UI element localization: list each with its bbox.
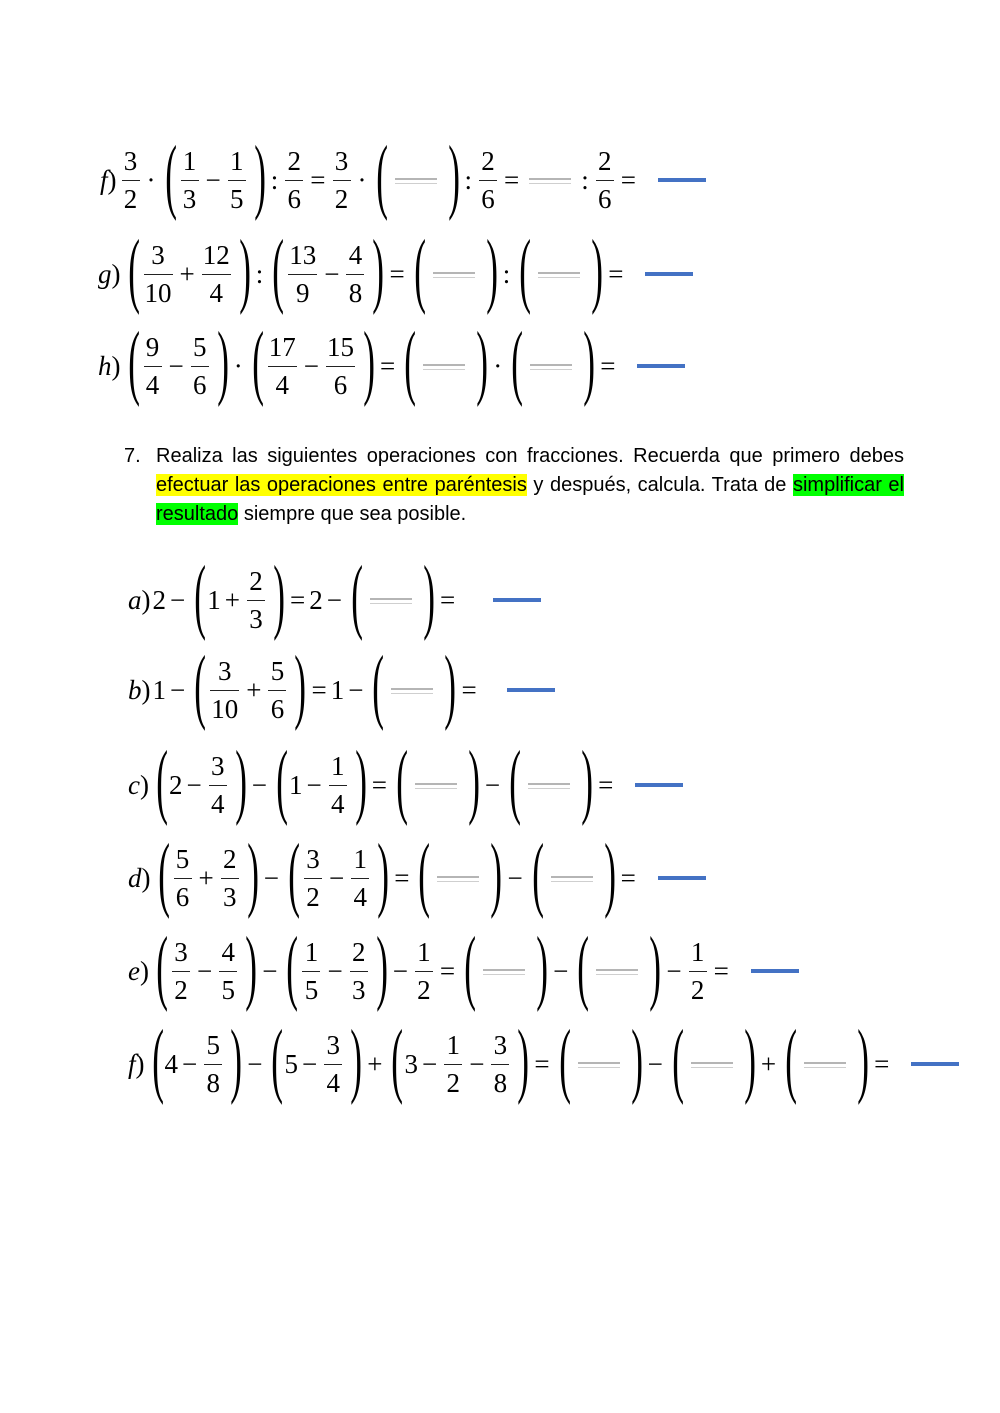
blank-fraction[interactable] [538,272,580,274]
blank-fraction[interactable] [395,178,437,180]
fraction: $\frac{2}{3}$ [350,939,368,1004]
equation-7e: e) ( $\frac{3}{2}$ − $\frac{4}{5}$ ) − ( $\frac{1}{5}$ − $\frac{2}{3}$ ) − $\frac{1}{2}$ = ( ) − ( ) − $\frac{1}{2}$ = [128,929,799,1013]
fraction: $\frac{1}{2}$ [415,939,433,1004]
fraction: $\frac{3}{10}$ [211,655,239,724]
fraction: $\frac{1}{4}$ [329,753,347,818]
blank-fraction[interactable] [596,969,638,971]
fraction: $\frac{1}{5}$ [302,939,320,1004]
blank-fraction[interactable] [391,688,433,690]
fraction: $\frac{15}{6}$ [326,331,354,400]
highlight-simplify: simplificar el resultado [156,474,904,525]
fraction: $\frac{1}{5}$ [228,148,246,213]
answer-blank[interactable] [658,876,706,880]
answer-blank[interactable] [637,364,685,368]
fraction: $\frac{3}{4}$ [209,753,227,818]
fraction: $\frac{2}{3}$ [247,568,265,633]
fraction: $\frac{3}{10}$ [144,239,172,308]
fraction: $\frac{3}{2}$ [122,148,140,213]
fraction: $\frac{3}{2}$ [304,846,322,911]
fraction: $\frac{2}{6}$ [479,148,497,213]
item-label-f: f) [128,1048,145,1079]
fraction: $\frac{1}{3}$ [181,148,199,213]
answer-blank[interactable] [507,688,555,692]
fraction: $\frac{1}{2}$ [444,1032,462,1097]
fraction: $\frac{2}{6}$ [596,148,614,213]
blank-fraction[interactable] [578,1062,620,1064]
blank-fraction[interactable] [437,876,479,878]
blank-fraction[interactable] [433,272,475,274]
blank-fraction[interactable] [529,178,571,180]
fraction: $\frac{1}{4}$ [351,846,369,911]
item-label-e: e) [128,955,149,986]
item-label-a: a) [128,584,151,615]
fraction: $\frac{2}{3}$ [221,846,239,911]
item-label-f: f) [100,164,117,195]
blank-fraction[interactable] [423,364,465,366]
fraction: $\frac{4}{5}$ [219,939,237,1004]
fraction: $\frac{4}{8}$ [346,242,364,307]
equation-7b: b) 1 − ( $\frac{3}{10}$ + $\frac{5}{6}$ ) = 1 − ( ) = [128,648,555,732]
item-label-b: b) [128,674,151,705]
blank-fraction[interactable] [528,783,570,785]
blank-fraction[interactable] [804,1062,846,1064]
fraction: $\frac{12}{4}$ [202,239,230,308]
equation-7c: c) ( 2 − $\frac{3}{4}$ ) − ( 1 − $\frac{1}{4}$ ) = ( ) − ( ) = [128,743,683,827]
blank-fraction[interactable] [691,1062,733,1064]
fraction: $\frac{3}{8}$ [491,1032,509,1097]
exercise-7-instructions [124,442,904,529]
answer-blank[interactable] [751,969,799,973]
answer-blank[interactable] [658,178,706,182]
item-label-d: d) [128,862,151,893]
blank-fraction[interactable] [551,876,593,878]
answer-blank[interactable] [493,598,541,602]
item-label-h: h) [98,350,121,381]
equation-7f: f) ( 4 − $\frac{5}{8}$ ) − ( 5 − $\frac{3}{4}$ ) + ( 3 − $\frac{1}{2}$ − $\frac{3}{8}$ ) = ( ) − ( ) + ( ) = [128,1022,959,1106]
exercise-number: 7. [124,445,141,467]
fraction: $\frac{5}{6}$ [191,334,209,399]
answer-blank[interactable] [635,783,683,787]
fraction: $\frac{5}{6}$ [268,658,286,723]
fraction: $\frac{5}{8}$ [204,1032,222,1097]
equation-7a: a) 2 − ( 1 + $\frac{2}{3}$ ) = 2 − ( ) = [128,558,541,642]
fraction: $\frac{5}{6}$ [174,846,192,911]
fraction: $\frac{2}{6}$ [285,148,303,213]
blank-fraction[interactable] [530,364,572,366]
blank-fraction[interactable] [415,783,457,785]
answer-blank[interactable] [911,1062,959,1066]
instruction-text: Realiza las siguientes operaciones con fracciones. Recuerda que primero debes efectuar las operaciones entre paréntesis y después, calcula. Trata de simplificar el resultado siempre que sea posible. [156,445,904,525]
equation-prev-f: f) $\frac{3}{2}$ · ( $\frac{1}{3}$ − $\frac{1}{5}$ ) : $\frac{2}{6}$ = $\frac{3}{2}$ · ( ) : $\frac{2}{6}$ = : $\frac{2}{6}$ = [100,138,706,222]
item-label-g: g) [98,258,121,289]
equation-prev-g: g) ( $\frac{3}{10}$ + $\frac{12}{4}$ ) : ( $\frac{13}{9}$ − $\frac{4}{8}$ ) = ( ) : ( ) = [98,232,693,316]
blank-fraction[interactable] [483,969,525,971]
fraction: $\frac{3}{4}$ [324,1032,342,1097]
fraction: $\frac{3}{2}$ [172,939,190,1004]
fraction: $\frac{9}{4}$ [144,334,162,399]
equation-7d: d) ( $\frac{5}{6}$ + $\frac{2}{3}$ ) − ( $\frac{3}{2}$ − $\frac{1}{4}$ ) = ( ) − ( ) = [128,836,706,920]
blank-fraction[interactable] [370,598,412,600]
equation-prev-h: h) ( $\frac{9}{4}$ − $\frac{5}{6}$ ) · ( $\frac{17}{4}$ − $\frac{15}{6}$ ) = ( ) · ( ) = [98,324,685,408]
highlight-parentheses: efectuar las operaciones entre paréntesis [156,474,527,496]
fraction: $\frac{17}{4}$ [268,331,296,400]
answer-blank[interactable] [645,272,693,276]
fraction: $\frac{1}{2}$ [689,939,707,1004]
item-label-c: c) [128,769,149,800]
fraction: $\frac{13}{9}$ [289,239,317,308]
fraction: $\frac{3}{2}$ [333,148,351,213]
